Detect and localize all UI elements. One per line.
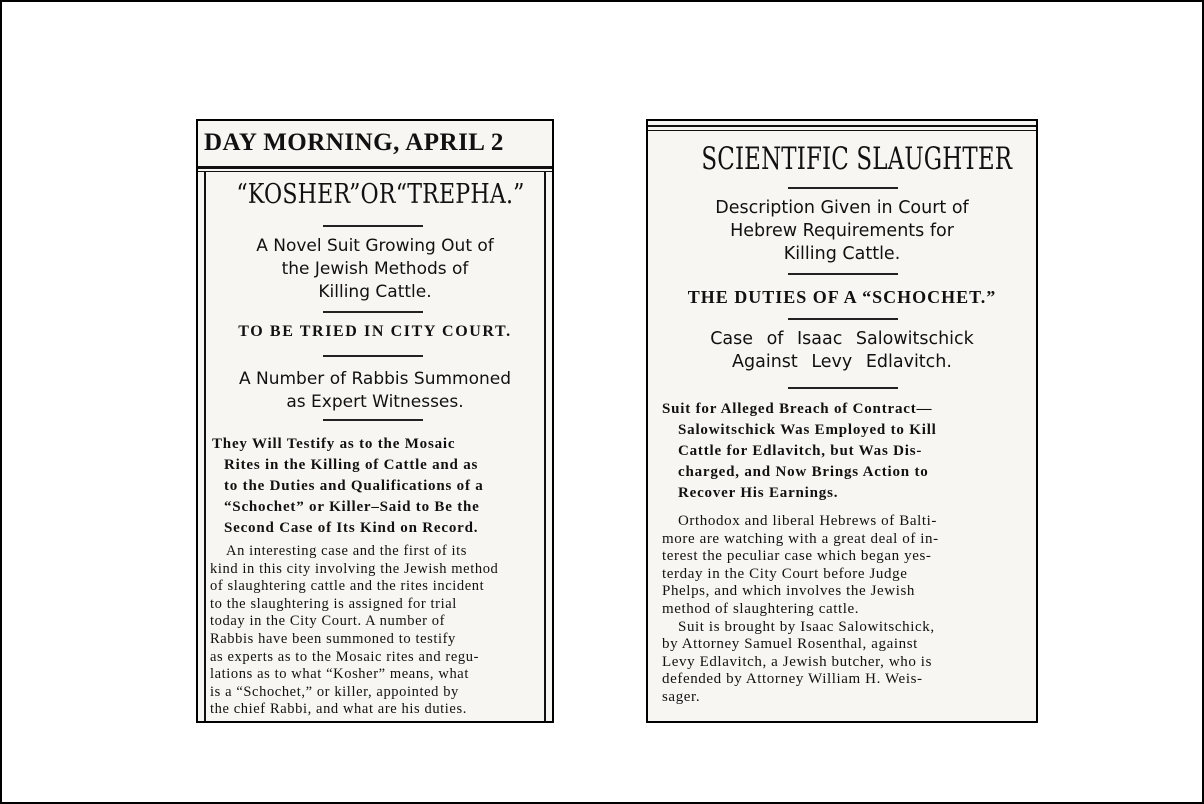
subhead: TO BE TRIED IN CITY COURT. xyxy=(238,323,512,340)
deck-2: Case of Isaac Salowitschick Against Levy Edlavitch. xyxy=(710,329,974,372)
column-rule-right xyxy=(544,172,546,721)
deck-2: A Number of Rabbis Summoned as Expert Witnesses. xyxy=(238,369,512,412)
divider xyxy=(323,419,423,421)
summary-paragraph: They Will Testify as to the Mosaic Rites in the Killing of Cattle and as to the Duties and Qualifications of a “Schochet” or Killer–Said to Be the Second Case of Its Kind on Record. xyxy=(212,436,484,536)
divider xyxy=(788,318,898,320)
divider xyxy=(323,355,423,357)
body-paragraph: Orthodox and liberal Hebrews of Balti- more are watching with a great deal of in- terest the peculiar case which began yes- terday in the City Court before Judge Phelps, and which involves the Jewish method of slaughtering cattle. Suit is brought by Isaac Salowitschick, by Attorney Samuel Rosenthal, against Levy Edlavitch, a Jewish butcher, who is defended by Attorney William H. Weis- sager. xyxy=(662,513,939,705)
divider xyxy=(323,225,423,227)
dateline: DAY MORNING, APRIL 2 xyxy=(204,129,504,156)
subhead: THE DUTIES OF A “SCHOCHET.” xyxy=(687,287,997,307)
summary-paragraph: Suit for Alleged Breach of Contract— Salowitschick Was Employed to Kill Cattle for Edlavitch, but Was Dis- charged, and Now Brings Action to Recover His Earnings. xyxy=(662,401,937,501)
divider xyxy=(788,273,898,275)
body-paragraph: An interesting case and the first of its kind in this city involving the Jewish method of slaughtering cattle and the rites incident to the slaughtering is assigned for trial today in the City Court. A number of Rabbis have been summoned to testify as experts as to the Mosaic rites and regu- lations as to what “Kosher” means, what is a “Schochet,” or killer, appointed by the chief Rabbi, and what are his duties. xyxy=(210,543,499,718)
masthead-rule xyxy=(198,166,552,169)
divider xyxy=(788,187,898,189)
deck-1: A Novel Suit Growing Out of the Jewish Methods of Killing Cattle. xyxy=(256,236,494,302)
deck-1: Description Given in Court of Hebrew Requirements for Killing Cattle. xyxy=(715,198,969,264)
headline: “KOSHER”OR“TREPHA.” xyxy=(236,179,525,210)
divider xyxy=(323,311,423,313)
left-newspaper-clipping xyxy=(196,119,554,723)
top-rule-thin xyxy=(648,130,1036,131)
masthead-rule-thin xyxy=(198,171,552,172)
right-newspaper-clipping xyxy=(646,119,1038,723)
top-rule xyxy=(648,125,1036,127)
headline: SCIENTIFIC SLAUGHTER xyxy=(701,141,1013,177)
divider xyxy=(788,387,898,389)
